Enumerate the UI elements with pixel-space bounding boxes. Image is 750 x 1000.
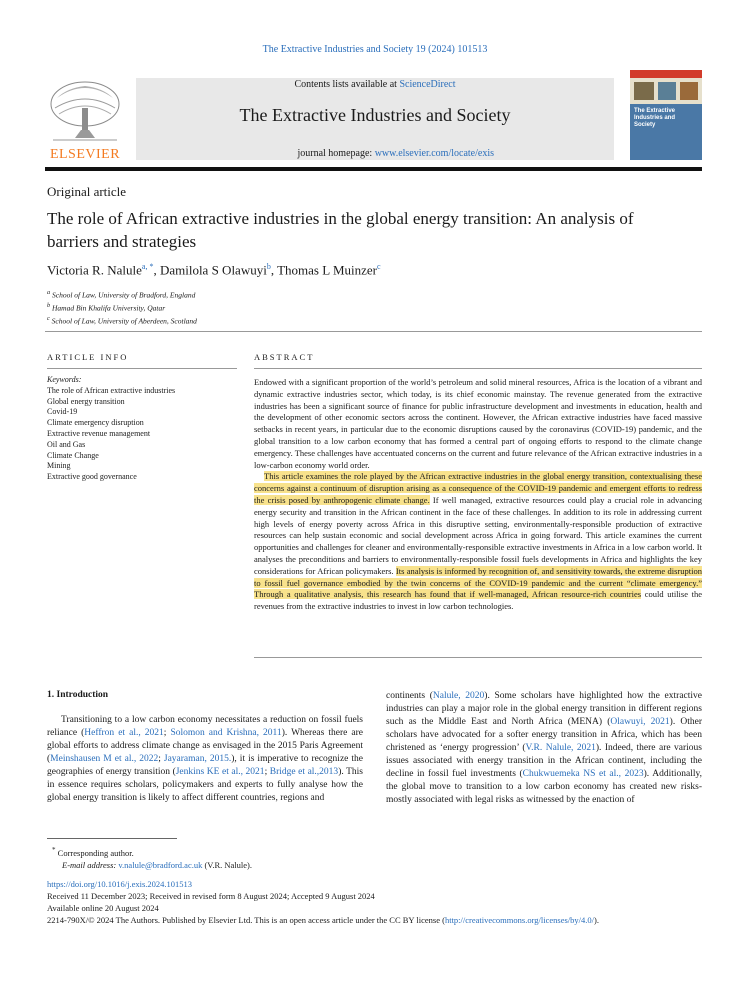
body-column-left	[47, 714, 363, 805]
author-name: Victoria R. Nalule	[47, 262, 142, 278]
author-affiliation-marker[interactable]: a, *	[141, 262, 154, 271]
keyword: Extractive revenue management	[47, 428, 151, 438]
cover-title: The Extractive Industries and Society	[634, 108, 676, 128]
citation-link[interactable]: Solomon and Krishna, 2011	[170, 728, 282, 738]
highlighted-text: This article examines the role played by the African extractive industries in the global energy transition, contextualising these concerns against a continuum of disruption arising as a consequence of the COVID-19 pandemic and emergent efforts to redress the crisis posed by anthropogenic climate change.	[254, 471, 702, 505]
article-info-heading: ARTICLE INFO	[47, 352, 129, 362]
article-type: Original article	[47, 184, 127, 199]
abstract-body	[254, 377, 702, 613]
journal-title: The Extractive Industries and Society	[239, 105, 511, 125]
body-paragraph: continents (Nalule, 2020). Some scholars have highlighted how the extractive industries can play a major role in the global energy transition in different regions such as the Middle East and North Africa (MENA) (Olawuyi, 2021). Other scholars have advocated for a softer energy transition in Africa, which has been christened as ‘energy progression’ (V.R. Nalule, 2021). Indeed, there are various issues associated with energy transition in the African continent, including the decline in fossil fuel investments (Chukwuemeka NS et al., 2023). Additionally, the global move to transition to a low carbon economy has created new risks-mostly associated with legal risks as witnessed by the enaction of	[386, 691, 703, 805]
author-affiliation-marker[interactable]: b	[266, 262, 271, 271]
body-paragraph: Transitioning to a low carbon economy necessitates a reduction on fossil fuels reliance (Heffron et al., 2021; Solomon and Krishna, 2011). Whereas there are global efforts to address climate change as envisaged in the 2015 Paris Agreement (Meinshausen M et al., 2022; Jayaraman, 2015.), it is imperative to recognize the geographies of energy transition (Jenkins KE et al., 2021; Bridge et al.,2013). This in essence requires scholars, policymakers and experts to fully analyse how the global energy transition is likely to affect different countries, regions and	[47, 715, 363, 803]
citation-link[interactable]: Jenkins KE et al., 2021	[175, 767, 265, 777]
citation-link[interactable]: Nalule, 2020	[432, 691, 485, 701]
author-list: Victoria R. Nalule$^{a, *}$, Damilola S Olawuyi$^b$, Thomas L Muinzer$^c$	[47, 262, 381, 278]
received-dates: Received 11 December 2023; Received in revised form 8 August 2024; Accepted 9 August 2024	[47, 891, 375, 901]
author-affiliation-marker[interactable]: c	[377, 262, 381, 271]
abstract-heading: ABSTRACT	[254, 352, 315, 362]
keyword: Extractive good governance	[47, 472, 137, 482]
homepage-prefix: journal homepage:	[297, 148, 375, 159]
article-info-rule	[47, 368, 237, 369]
keywords-label: Keywords:	[47, 375, 82, 384]
corresponding-author-note: Corresponding author.	[57, 847, 134, 858]
doi-link[interactable]: https://doi.org/10.1016/j.exis.2024.101513	[47, 879, 193, 889]
section-divider	[45, 331, 702, 332]
abstract-rule	[254, 368, 702, 369]
affiliations	[47, 288, 197, 327]
contents-prefix: Contents lists available at	[294, 79, 400, 90]
affiliation: $^b$ Hamad Bin Khalifa University, Qatar	[47, 302, 166, 313]
affiliation: $^a$ School of Law, University of Bradford, England	[47, 289, 196, 300]
header-divider	[45, 167, 702, 171]
keywords-list	[47, 375, 237, 483]
keyword: Climate emergency disruption	[47, 418, 144, 428]
article-metadata	[47, 878, 727, 926]
highlighted-text: Its analysis is informed by recognition of, and sensitivity towards, the extreme disruption to fossil fuel governance embodied by the twin concerns of the COVID-19 pandemic and the current “climate emergency.” Through a qualitative analysis, this research has found that if well-managed, African resource-rich countries	[254, 565, 702, 600]
affiliation: $^c$ School of Law, University of Aberdeen, Scotland	[47, 315, 197, 326]
keyword: Oil and Gas	[47, 439, 86, 449]
section-heading-introduction: 1. Introduction	[47, 690, 109, 700]
citation-link[interactable]: Chukwuemeka NS et al., 2023	[522, 769, 644, 779]
journal-homepage-line	[136, 148, 614, 159]
keyword: Climate Change	[47, 450, 99, 460]
journal-reference-link[interactable]: The Extractive Industries and Society 19 (2024) 101513	[262, 44, 488, 55]
article-title: The role of African extractive industries in the global energy transition: An analysis of barriers and strategies	[47, 209, 634, 251]
keyword: Covid-19	[47, 407, 78, 417]
body-column-right	[386, 690, 702, 807]
author-name: Damilola S Olawuyi	[159, 262, 267, 278]
citation-link[interactable]: Meinshausen M et al., 2022	[50, 754, 159, 764]
author-email-link[interactable]: v.nalule@bradford.ac.uk	[118, 859, 203, 870]
footnote-rule	[47, 838, 177, 839]
license-line: 2214-790X/© 2024 The Authors. Published by Elsevier Ltd. This is an open access article under the CC BY license (http://creativecommons.org/licenses/by/4.0/).	[47, 915, 599, 925]
contents-available-line	[136, 79, 614, 90]
keyword: Mining	[47, 461, 71, 471]
citation-link[interactable]: Jayaraman, 2015.	[163, 754, 232, 764]
author-name: Thomas L Muinzer	[277, 262, 377, 278]
abstract-paragraph: This article examines the role played by the African extractive industries in the global energy transition, contextualising these concerns against a continuum of disruption arising as a consequence of the COVID-19 pandemic and emergent efforts to redress the crisis posed by anthropogenic climate change. If well managed, extractive resources could play a crucial role in advancing energy security and transition in the African continent in the face of these challenges. In addition to its role in addressing current high levels of energy poverty across Africa in this disruptive setting, environmentally-responsible production of extractive resources can help sustain economic and social development across Africa in going forward. This article examines the current opportunities and challenges for cleaner and environmentally-responsible extractive investments in Africa in a low carbon world. It analyses the preconditions and barriers to environmentally-responsible fossil fuels developments in Africa and highlights the key considerations for African policymakers. Its analysis is informed by recognition of, and sensitivity towards, the extreme disruption to fossil fuel governance embodied by the twin concerns of the COVID-19 pandemic and the current “climate emergency.” Through a qualitative analysis, this research has found that if well-managed, African resource-rich countries could utilise the revenues from the extractive industries to invest in low carbon technologies.	[254, 471, 702, 612]
email-label: E-mail address:	[62, 859, 119, 870]
journal-cover-thumbnail[interactable]	[630, 70, 702, 160]
abstract-paragraph: Endowed with a significant proportion of the world’s petroleum and solid mineral resources, Africa is the location of a vibrant and dynamic extractive industries sector, which today, is its chief economic mainstay. The revenue generated from the extractive industries has been a significant source of finance for public infrastructure development and investments in education, health and the development of other economic sectors across the continent. However, the African extractive industries have faced massive setbacks in recent years, in particular due to the economic disruptions caused by the coronavirus (COVID-19) pandemic, and the global transition to a low carbon economy that has formed a central part of ongoing efforts to respond to the climate change emergency. These challenges have accentuated concerns on the current and future relevance of the African extractive industries in a low-carbon economy world order.	[254, 377, 702, 470]
keyword: The role of African extractive industries	[47, 385, 176, 395]
keyword: Global energy transition	[47, 396, 125, 406]
homepage-link[interactable]: www.elsevier.com/locate/exis	[374, 148, 494, 159]
citation-link[interactable]: Heffron et al., 2021	[84, 728, 164, 738]
license-link[interactable]: http://creativecommons.org/licenses/by/4.0/	[444, 915, 594, 925]
footnote: * Corresponding author. E-mail address: v.nalule@bradford.ac.uk (V.R. Nalule).	[52, 846, 252, 870]
sciencedirect-link[interactable]: ScienceDirect	[399, 79, 456, 90]
citation-link[interactable]: V.R. Nalule, 2021	[525, 743, 596, 753]
elsevier-logo-text: ELSEVIER	[49, 147, 121, 162]
citation-link[interactable]: Bridge et al.,2013	[269, 767, 339, 777]
abstract-end-rule	[254, 657, 702, 658]
available-online-date: Available online 20 August 2024	[47, 903, 159, 913]
citation-link[interactable]: Olawuyi, 2021	[610, 717, 670, 727]
